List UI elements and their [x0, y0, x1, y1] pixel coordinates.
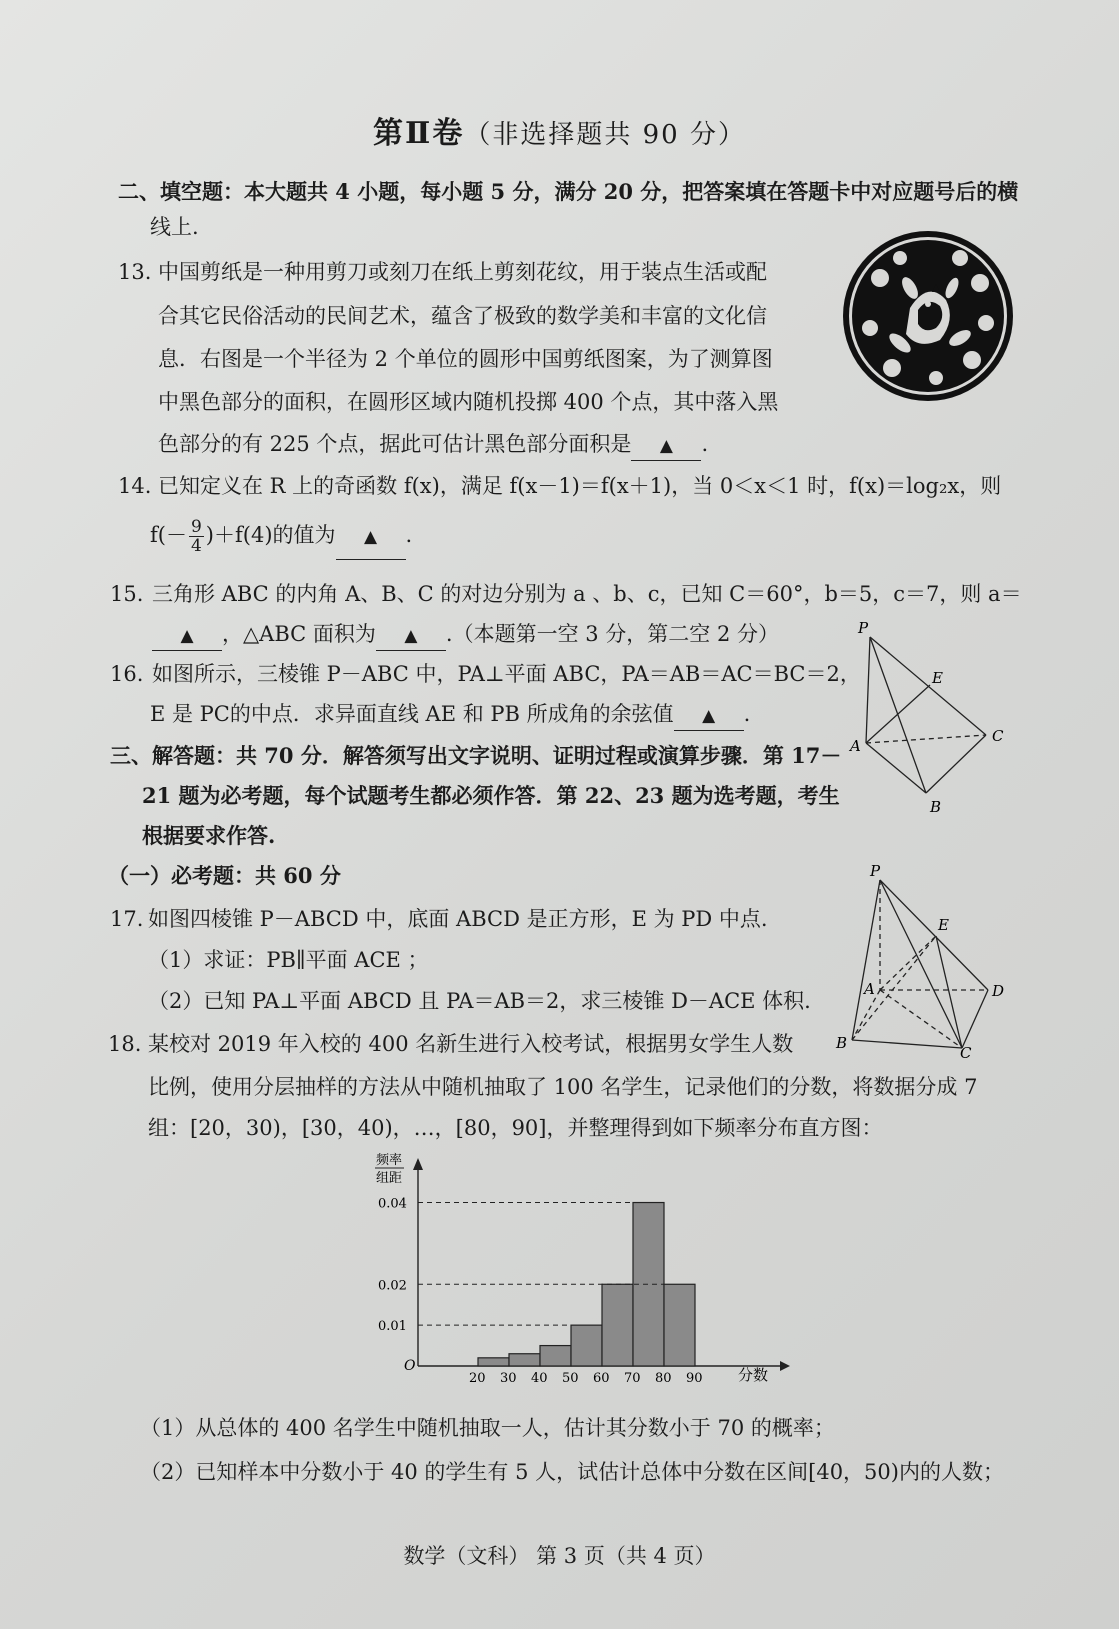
y-tick-label: 0.02 [378, 1278, 407, 1294]
fig16-label-p: P [858, 619, 869, 637]
fig17-label-p: P [870, 862, 881, 880]
x-tick-label: 50 [562, 1371, 579, 1386]
section3-heading-line3: 根据要求作答. [142, 823, 276, 848]
section3-heading-line1: 三、解答题：共 70 分．解答须写出文字说明、证明过程或演算步骤．第 17－ [110, 743, 842, 768]
q18-line2: 比例，使用分层抽样的方法从中随机抽取了 100 名学生，记录他们的分数，将数据分成 7 [148, 1075, 978, 1099]
q14-end: . [405, 523, 413, 547]
section2-heading-line2: 线上. [150, 215, 199, 239]
q14-expr-post: )＋f(4)的值为 [205, 523, 336, 547]
q16-end: . [743, 702, 751, 726]
histogram-bar [602, 1284, 633, 1366]
y-axis-label-bottom: 组距 [376, 1171, 403, 1186]
q14-line1: 已知定义在 R 上的奇函数 f(x)，满足 f(x－1)＝f(x＋1)，当 0＜x＜1 时，f(x)＝log₂x，则 [158, 474, 1002, 498]
q18-part2: （2）已知样本中分数小于 40 的学生有 5 人，试估计总体中分数在区间[40，50)内的人数； [140, 1460, 1004, 1484]
histogram-bar [540, 1346, 571, 1366]
paper-cut-rooster-image [840, 228, 1016, 404]
title-sub: （非选择题共 90 分） [464, 120, 746, 150]
q14-fraction [189, 518, 204, 555]
y-tick-label: 0.01 [378, 1319, 407, 1335]
q15-answer-blank-1: ▲ [152, 622, 222, 651]
fig17-label-c: C [960, 1044, 972, 1060]
q16-answer-blank: ▲ [674, 702, 744, 731]
q17-line1: 如图四棱锥 P－ABCD 中，底面 ABCD 是正方形，E 为 PD 中点. [148, 907, 768, 931]
q14-expr-pre: f(－ [150, 523, 187, 547]
q18-line3: 组：[20，30)，[30，40)，…，[80，90]，并整理得到如下频率分布直方图： [148, 1116, 883, 1140]
q17-number: 17. [110, 907, 144, 931]
fig16-label-b: B [930, 798, 942, 816]
q16-line2-text: E 是 PC的中点．求异面直线 AE 和 PB 所成角的余弦值 [150, 702, 674, 726]
q15-mid-text: ，△ABC 面积为 [222, 622, 376, 646]
x-tick-label: 60 [593, 1371, 610, 1386]
q17-part1: （1）求证：PB∥平面 ACE ； [148, 948, 429, 972]
x-tick-label: 70 [624, 1371, 641, 1386]
figure-pyramid-pabcd [832, 860, 1022, 1060]
q13-line1: 中国剪纸是一种用剪刀或刻刀在纸上剪刻花纹，用于装点生活或配 [158, 260, 767, 284]
q13-line3: 息．右图是一个半径为 2 个单位的圆形中国剪纸图案，为了测算图 [158, 347, 773, 371]
q14-frac-denominator: 4 [190, 536, 202, 556]
x-tick-label: 30 [500, 1371, 517, 1386]
q15-end: .（本题第一空 3 分，第二空 2 分） [445, 622, 779, 646]
q15-line1: 三角形 ABC 的内角 A、B、C 的对边分别为 a 、b、c，已知 C＝60°，b＝5，c＝7，则 a＝ [152, 582, 1022, 606]
y-axis-label-top: 频率 [376, 1153, 403, 1168]
y-tick-label: 0.04 [378, 1196, 407, 1212]
x-tick-label: 90 [686, 1371, 703, 1386]
page-title [0, 108, 1119, 152]
y-axis-arrow [413, 1158, 423, 1170]
fig16-label-a: A [850, 737, 861, 755]
histogram-bar [571, 1325, 602, 1366]
q14-line2 [150, 513, 412, 560]
section3-heading-line2: 21 题为必考题，每个试题考生都必须作答．第 22、23 题为选考题，考生 [142, 783, 840, 808]
q13-number: 13. [118, 260, 152, 284]
section2-heading-line1: 二、填空题：本大题共 4 小题，每小题 5 分，满分 20 分，把答案填在答题卡中对应题号后的横 [118, 179, 1019, 204]
fig17-label-a: A [864, 980, 875, 998]
page-footer: 数学（文科） 第 3 页（共 4 页） [403, 1544, 716, 1568]
histogram-bar [478, 1358, 509, 1366]
q13-line5-text: 色部分的有 225 个点，据此可估计黑色部分面积是 [158, 432, 632, 456]
q16-line2 [150, 700, 750, 731]
origin-label: O [404, 1358, 416, 1374]
q13-line5 [158, 430, 708, 461]
fig17-label-b: B [836, 1034, 848, 1052]
q13-line4: 中黑色部分的面积，在圆形区域内随机投掷 400 个点，其中落入黑 [158, 390, 779, 414]
histogram-bar [509, 1354, 540, 1366]
q13-answer-blank: ▲ [631, 432, 701, 461]
fig17-label-e: E [938, 916, 949, 934]
q13-end: . [701, 432, 709, 456]
histogram-bar [664, 1284, 695, 1366]
fig16-label-c: C [992, 727, 1004, 745]
q18-part1: （1）从总体的 400 名学生中随机抽取一人，估计其分数小于 70 的概率； [140, 1416, 835, 1440]
x-tick-label: 20 [469, 1371, 486, 1386]
fig16-label-e: E [932, 669, 943, 687]
q17-part2: （2）已知 PA⊥平面 ABCD 且 PA＝AB＝2，求三棱锥 D－ACE 体积. [148, 989, 811, 1013]
part1-heading: （一）必考题：共 60 分 [108, 863, 341, 888]
q15-answer-blank-2: ▲ [376, 622, 446, 651]
x-tick-label: 80 [655, 1371, 672, 1386]
q14-answer-blank: ▲ [336, 515, 406, 560]
frequency-histogram [360, 1148, 810, 1393]
fig17-label-d: D [992, 982, 1005, 1000]
q18-number: 18. [108, 1032, 142, 1056]
x-tick-label: 40 [531, 1371, 548, 1386]
q13-line2: 合其它民俗活动的民间艺术，蕴含了极致的数学美和丰富的文化信 [158, 304, 767, 328]
x-axis-arrow [780, 1361, 790, 1371]
q15-line2 [152, 620, 779, 651]
q16-number: 16. [110, 662, 144, 686]
figure-pyramid-pabc [846, 615, 1016, 825]
q18-line1: 某校对 2019 年入校的 400 名新生进行入校考试，根据男女学生人数 [148, 1032, 794, 1056]
q16-line1: 如图所示，三棱锥 P－ABC 中，PA⊥平面 ABC，PA＝AB＝AC＝BC＝2， [152, 662, 861, 686]
q14-frac-numerator: 9 [190, 517, 202, 537]
q15-number: 15. [110, 582, 144, 606]
q14-number: 14. [118, 474, 152, 498]
title-main: 第Ⅱ卷 [373, 116, 465, 151]
x-axis-label: 分数 [738, 1366, 769, 1384]
